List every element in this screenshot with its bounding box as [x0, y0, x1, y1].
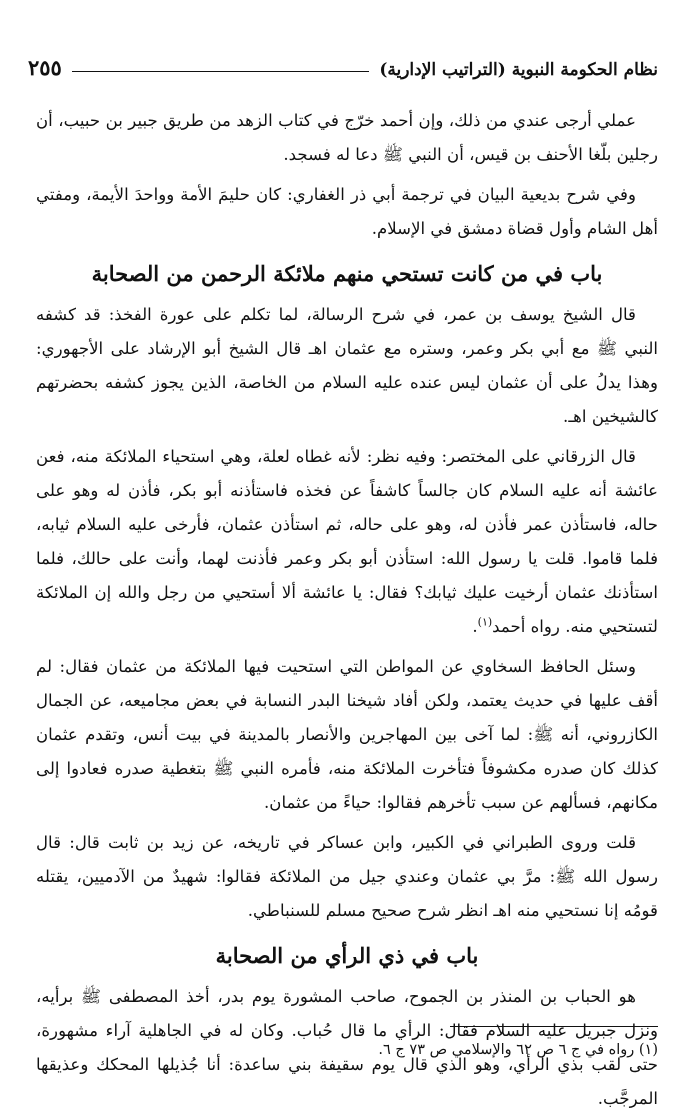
paragraph-4-text: قال الزرقاني على المختصر: وفيه نظر: لأنه غطاه لعلة، وهي استحياء الملائكة منه، فعن عائشة أنه عليه السلام كان جالساً كاشفاً عن فخذه فاستأذنه أبو بكر، فأذن له وهو على حاله، فاستأذن عمر فأذن له، وهو على حاله، ثم استأذن عثمان، فأرخى عليه السلام ثيابه، فلما قاموا. قلت يا رسول الله: استأذن أبو بكر وعمر فأذنت لهما، وأنت على حالك، فلما استأذنك عثمان أرخيت عليك ثيابك؟ فقال: يا عائشة ألا أستحيي من رجل والله إن الملائكة لتستحيي منه. رواه أحمد — [36, 447, 658, 636]
paragraph-7: هو الحباب بن المنذر بن الجموح، صاحب المشورة يوم بدر، أخذ المصطفى ﷺ برأيه، ونزل جبريل عليه السلام فقال: الرأي ما قال حُباب. وكان له في الجاهلية آراء مشهورة، حتى لقب بذي الرأي، وهو الذي قال يوم سقيفة بني ساعدة: أنا جُذيلها المحكك وعذيقها المرجَّب. — [36, 987, 658, 1108]
header-rule — [72, 71, 369, 72]
running-title: نظام الحكومة النبوية (التراتيب الإدارية) — [379, 60, 658, 80]
paragraph-5: وسئل الحافظ السخاوي عن المواطن التي استحيت فيها الملائكة من عثمان فقال: لم أقف عليها في حديث يعتمد، ولكن أفاد شيخنا البدر النسابة في بعض مجاميعه، عن الجمال الكازروني، أنه ﷺ: لما آخى بين المهاجرين والأنصار بالمدينة في بيت أنس، وتقدم عثمان كذلك كان صدره مكشوفاً فتأخرت الملائكة منه، فأمره النبي ﷺ بتغطية صدره فعادوا إلى مكانهم، فسألهم عن سبب تأخرهم فقالوا: حياءً من عثمان. — [36, 657, 658, 812]
footnote-rule — [450, 1026, 658, 1027]
running-header — [28, 46, 658, 80]
page-number: ٢٥٥ — [28, 55, 62, 80]
section-heading-opinion: باب في ذي الرأي من الصحابة — [215, 943, 479, 968]
paragraph-4: قال الزرقاني على المختصر: وفيه نظر: لأنه غطاه لعلة، وهي استحياء الملائكة منه، فعن عائشة أنه عليه السلام كان جالساً كاشفاً عن فخذه فاستأذنه أبو بكر، فأذن له وهو على حاله، فاستأذن عمر فأذن له، وهو على حاله، ثم استأذن عثمان، فأرخى عليه السلام ثيابه، فلما قاموا. قلت يا رسول الله: استأذن أبو بكر وعمر فأذنت لهما، وأنت على حالك، فلما استأذنك عثمان أرخيت عليك ثيابك؟ فقال: يا عائشة ألا أستحيي من رجل والله إن الملائكة لتستحيي منه. رواه أحمد$^{(١)}$. — [36, 447, 658, 636]
paragraph-6: قلت وروى الطبراني في الكبير، وابن عساكر في تاريخه، عن زيد بن ثابت قال: قال رسول الله ﷺ: مرَّ بي عثمان وعندي جيل من الملائكة فقالوا: شهيدٌ من الآدميين، يقتله قومُه إنا نستحيي منه اهـ انظر شرح صحيح مسلم للسنباطي. — [36, 833, 658, 920]
footnote-ref: (١) — [477, 615, 493, 629]
paragraph-2: وفي شرح بديعية البيان في ترجمة أبي ذر الغفاري: كان حليمَ الأمة وواحدَ الأيمة، ومفتي أهل الشام وأول قضاة دمشق في الإسلام. — [36, 185, 658, 238]
paragraph-3: قال الشيخ يوسف بن عمر، في شرح الرسالة، لما تكلم على عورة الفخذ: قد كشفه النبي ﷺ مع أبي بكر وعمر، وستره مع عثمان اهـ قال الشيخ أبو الإرشاد على الأجهوري: وهذا يدلُ على أن عثمان ليس عنده عليه السلام من الخاصة، الذين يجوز كشفه بحضرتهم كالشيخين اهـ. — [36, 305, 658, 426]
paragraph-1: عملي أرجى عندي من ذلك، وإن أحمد خرّج في كتاب الزهد من طريق جبير بن حبيب، أن رجلين بلّغا الأحنف بن قيس، أن النبي ﷺ دعا له فسجد. — [36, 111, 658, 164]
section-heading-angels: باب في من كانت تستحي منهم ملائكة الرحمن من الصحابة — [91, 261, 603, 286]
footnote: (١) رواه في ج ٦ ص ٦٢ والإسلامي ص ٧٣ ج ٦. — [378, 1042, 658, 1058]
page-body — [36, 104, 658, 1116]
